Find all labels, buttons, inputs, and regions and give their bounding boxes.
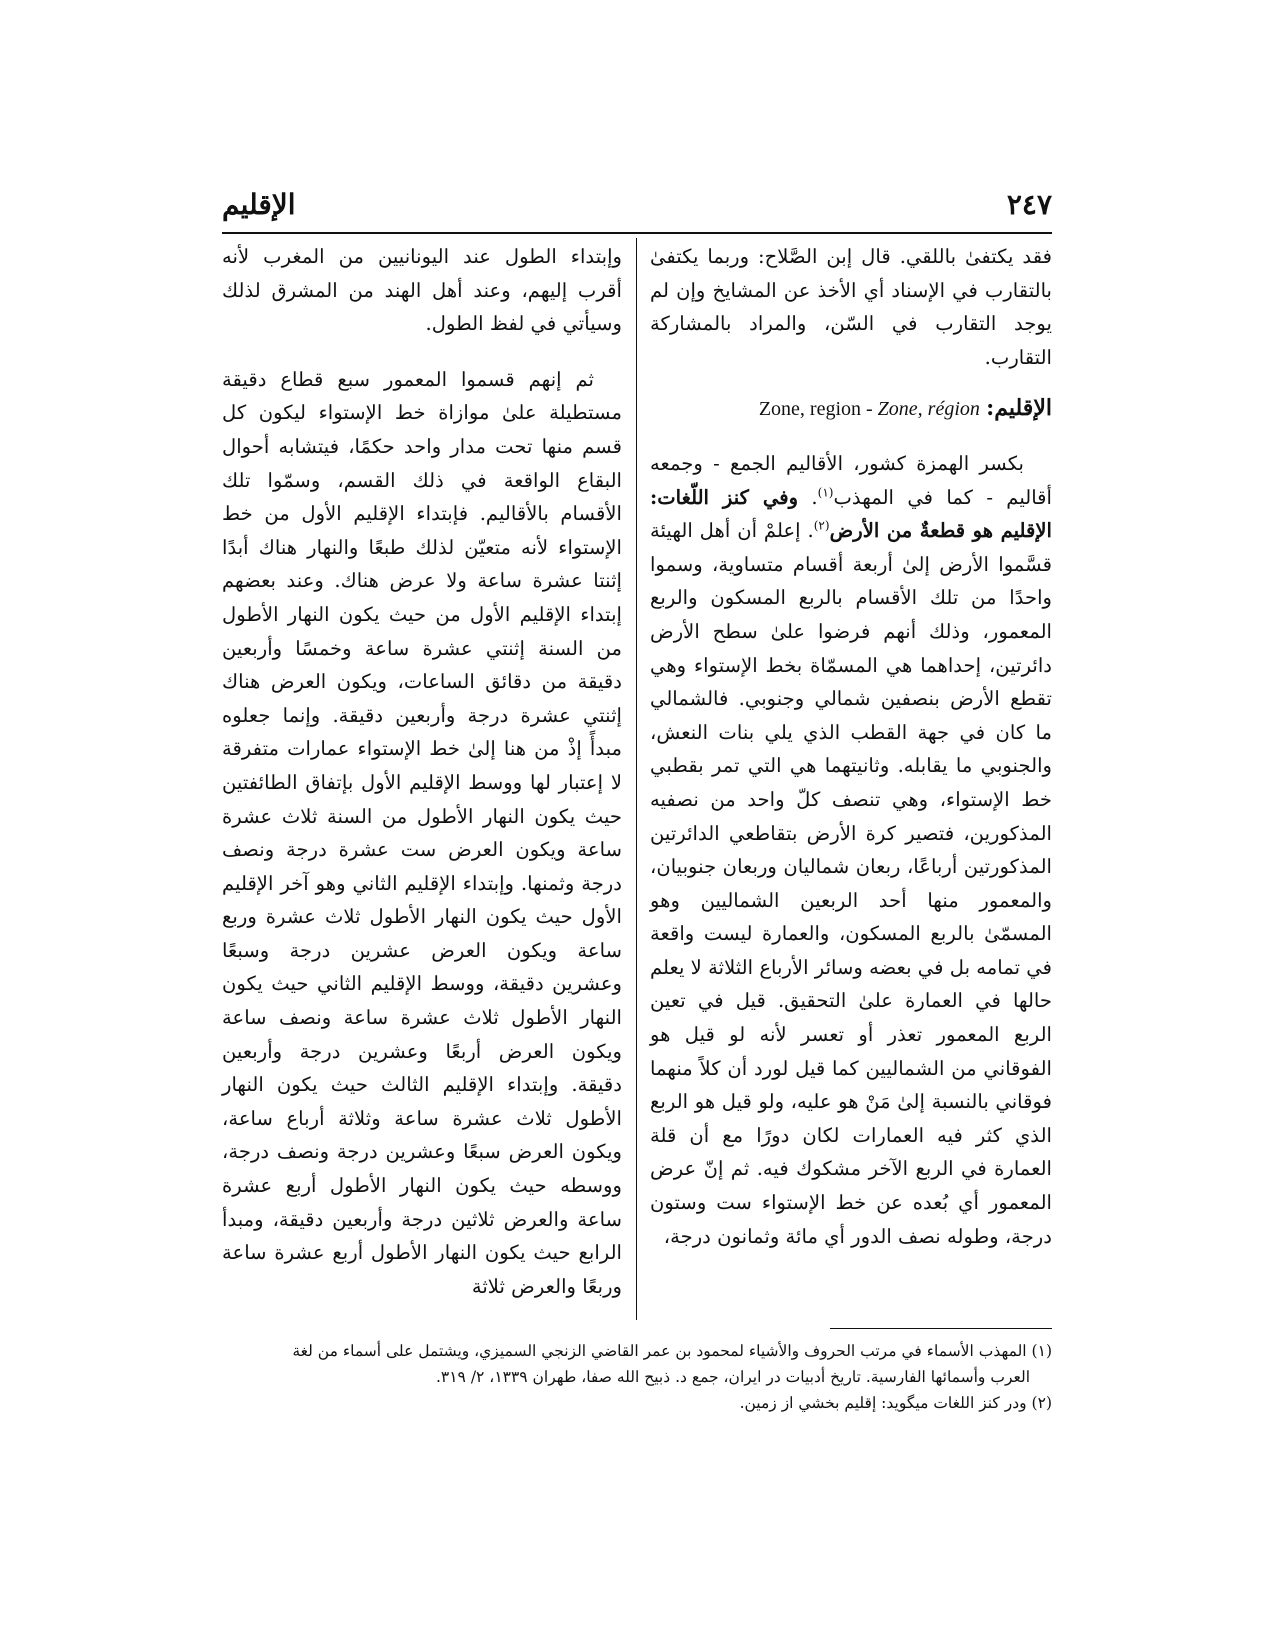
column-divider (636, 238, 637, 1320)
entry-term: الإقليم: (986, 395, 1052, 422)
page-number: ٢٤٧ (1006, 188, 1052, 221)
footnote-text: ودر كنز اللغات ميگويد: إقليم بخشي از زمين. (739, 1394, 1032, 1412)
left-column (222, 240, 622, 1303)
footnote-number: (٢) (1031, 1394, 1052, 1412)
footnote-rule (830, 1328, 1052, 1329)
bold-quote: وفي كنز اللّغات: الإقليم هو قطعةٌ من الأرض (650, 485, 1052, 543)
entry-gloss-plain: Zone, region - (758, 398, 878, 421)
running-head: الإقليم (222, 188, 296, 221)
footnote-continuation: العرب وأسمائها الفارسية. تاريخ أدبيات در ايران، جمع د. ذبيح الله صفا، طهران ١٣٣٩، ٢/ ٣١٩. (435, 1368, 1030, 1386)
footnote-ref: (١) (817, 485, 834, 500)
text-run: . (798, 485, 818, 509)
footnote-text: المهذب الأسماء في مرتب الحروف والأشياء لمحمود بن عمر القاضي الزنجي السميزي، ويشتمل على أسماء من لغة (292, 1342, 1032, 1360)
footnote (222, 1338, 1052, 1364)
entry-heading (650, 392, 1052, 427)
paragraph: وإبتداء الطول عند اليونانيين من المغرب لأنه أقرب إليهم، وعند أهل الهند من المشرق لذلك وسيأتي في لفظ الطول. (222, 245, 622, 336)
entry-gloss-italic: Zone, région (877, 398, 980, 421)
text-run: . إعلمْ أن أهل الهيئة قسَّموا الأرض إلىٰ أربعة أقسام متساوية، وسموا واحدًا من تلك الأقسام بالربع المسكون والربع المعمور، وذلك أنهم فرضوا علىٰ سطح الأرض دائرتين، إحداهما هي المسمّاة بخط الإستواء وهي تقطع الأرض بنصفين شمالي وجنوبي. فالشمالي ما كان في جهة القطب الذي يلي بنات النعش، والجنوبي ما يقابله. وثانيتهما هي التي تمر بقطبي خط الإستواء، وهي تنصف كلّ واحد من نصفيه المذكورين، فتصير كرة الأرض بتقاطعي الدائرتين المذكورتين أرباعًا، ربعان شماليان وربعان جنوبيان، والمعمور منها أحد الربعين الشماليين وهو المسمّىٰ بالربع المسكون، والعمارة ليست واقعة في تمامه بل في بعضه وسائر الأرباع الثلاثة لا يعلم حالها في العمارة علىٰ التحقيق. قيل في تعين الربع المعمور تعذر أو تعسر لأنه لو قيل هو الفوقاني من الشماليين كما قيل لورد أن كلاً منهما فوقاني بالنسبة إلىٰ مَنْ هو عليه، ولو قيل هو الربع الذي كثر فيه العمارات لكان دورًا مع أن قلة العمارة في الربع الآخر مشكوك فيه. ثم إنّ عرض المعمور أي بُعده عن خط الإستواء ست وستون درجة، وطوله نصف الدور أي مائة وثمانون درجة، (650, 519, 1052, 1248)
header-rule (222, 232, 1052, 234)
right-column (650, 240, 1052, 1253)
paragraph: فقد يكتفىٰ باللقي. قال إبن الصَّلاح: وربما يكتفىٰ بالتقارب في الإسناد أي الأخذ عن المشايخ وإن لم يوجد التقارب في السّن، والمراد بالمشاركة التقارب. (650, 245, 1052, 369)
footnote-ref: (٢) (813, 518, 830, 533)
entry-gloss (759, 398, 980, 420)
footnotes (222, 1338, 1052, 1416)
footnote (222, 1390, 1052, 1416)
paragraph (650, 447, 1052, 1253)
text-run: بكسر الهمزة كشور، الأقاليم الجمع - وجمعه أقاليم - كما في المهذب (650, 451, 1052, 509)
paragraph: ثم إنهم قسموا المعمور سبع قطاع دقيقة مستطيلة علىٰ موازاة خط الإستواء ليكون كل قسم منها تحت مدار واحد حكمًا، فيتشابه أحوال البقاع الواقعة في ذلك القسم، وسمّوا تلك الأقسام بالأقاليم. فإبتداء الإقليم الأول من خط الإستواء لأنه متعيّن لذلك طبعًا والنهار هناك أبدًا إثنتا عشرة ساعة ولا عرض هناك. وعند بعضهم إبتداء الإقليم الأول من حيث يكون النهار الأطول من السنة إثنتي عشرة ساعة وخمسًا وأربعين دقيقة من دقائق الساعات، ويكون العرض هناك إثنتي عشرة درجة وأربعين دقيقة. وإنما جعلوه مبدأً إذْ من هنا إلىٰ خط الإستواء عمارات متفرقة لا إعتبار لها ووسط الإقليم الأول بإتفاق الطائفتين حيث يكون النهار الأطول من السنة ثلاث عشرة ساعة ويكون العرض ست عشرة درجة ونصف درجة وثمنها. وإبتداء الإقليم الثاني وهو آخر الإقليم الأول حيث يكون النهار الأطول ثلاث عشرة وربع ساعة ويكون العرض عشرين درجة وسبعًا وعشرين دقيقة، ووسط الإقليم الثاني حيث يكون النهار الأطول ثلاث عشرة ساعة ونصف ساعة ويكون العرض أربعًا وعشرين درجة وأربعين دقيقة. وإبتداء الإقليم الثالث حيث يكون النهار الأطول ثلاث عشرة ساعة وثلاثة أرباع ساعة، ويكون العرض سبعًا وعشرين درجة ونصف درجة، ووسطه حيث يكون النهار الأطول أربع عشرة ساعة والعرض ثلاثين درجة وأربعين دقيقة، ومبدأ الرابع حيث يكون النهار الأطول أربع عشرة ساعة وربعًا والعرض ثلاثة (222, 367, 622, 1298)
footnote-number: (١) (1031, 1342, 1052, 1360)
page-header (222, 188, 1052, 228)
